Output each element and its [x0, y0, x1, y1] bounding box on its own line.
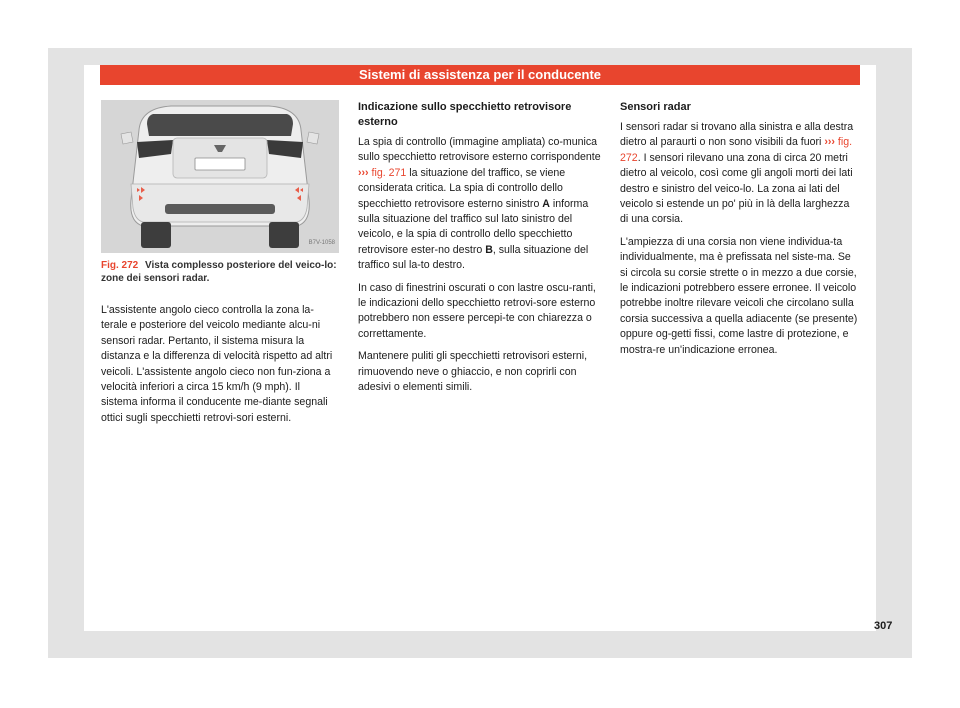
figure-caption-text: Vista complesso posteriore del veico-lo: zone dei sensori radar.	[101, 260, 337, 284]
paragraph: L'assistente angolo cieco controlla la zona la-terale e posteriore del veicolo mediante alcu-ni sensori radar. Pertanto, il sistema misura la distanza e la differenza di velocità rispetto ad altri veicoli. L'assistente angolo cieco non fun-ziona a velocità inferiori a circa 15 km/h (9 mph). Il sistema informa il conducente me-diante segnali ottici sugli specchietti retrovi-sori esterni.	[101, 304, 333, 424]
figure-number: Fig. 272	[101, 260, 139, 271]
figure-reference-link[interactable]: fig. 271	[371, 166, 407, 179]
text-run: , sulla situazione del traffico sul la-to destro.	[358, 243, 589, 272]
text-run: I sensori radar si trovano alla sinistra e alla destra dietro al paraurti o non sono visibili da fuori	[620, 121, 854, 149]
column-middle	[358, 100, 604, 403]
page-number: 307	[874, 620, 893, 632]
figure-car-rear	[101, 100, 339, 253]
text-run: La spia di controllo (immagine ampliata) co-munica sullo specchietto retrovisore esterno corrispondente	[358, 136, 601, 164]
reference-arrows: ›››	[824, 136, 835, 149]
section-heading-radar-sensors: Sensori radar	[620, 101, 691, 113]
text-run: la situazione del traffico, se viene considerata critica. La spia di controllo dello specchietto retrovisore esterno sinistro	[358, 166, 566, 210]
section-heading-mirror-indication: Indicazione sullo specchietto retrovisore esterno	[358, 101, 572, 128]
column-left-body	[101, 303, 339, 426]
reference-arrows: ›››	[358, 166, 369, 179]
paragraph: In caso di finestrini oscurati o con lastre oscu-ranti, le indicazioni dello specchietto retrovi-sore esterno potrebbero non essere percepi-te con chiarezza o correttamente.	[358, 281, 596, 340]
paragraph	[620, 120, 860, 228]
column-left	[101, 100, 339, 433]
figure-code: B7V-1058	[308, 239, 335, 246]
text-run: . I sensori rilevano una zona di circa 20 metri dietro al veicolo, così come gli angoli morti dei lati destro e sinistro del veico-lo. La zona ai lati del veicolo si estende un po' più in là della larghezza di una corsia.	[620, 151, 853, 226]
car-rear-illustration	[101, 100, 339, 253]
label-a: A	[542, 197, 550, 210]
section-header: Sistemi di assistenza per il conducente	[100, 65, 860, 85]
paragraph: Mantenere puliti gli specchietti retrovisori esterni, rimuovendo neve o ghiaccio, e non coprirli con adesivi o elementi simili.	[358, 350, 588, 394]
label-b: B	[485, 243, 493, 256]
paragraph	[358, 135, 604, 274]
figure-reference-link[interactable]: fig. 272	[620, 136, 853, 164]
figure-caption	[101, 259, 339, 285]
paragraph: L'ampiezza di una corsia non viene individua-ta individualmente, ma è prefissata nel siste-ma. Se si circola su corsie strette o in mezzo a due corsie, le indicazioni potrebbero essere erronee. Il veicolo potrebbe inoltre rilevare veicoli che circolano sulla corsia successiva a quella adiacente (se presente) oppure og-getti fissi, come lastre di protezione, e mostra-re un'indicazione erronea.	[620, 235, 858, 356]
text-run: informa sulla situazione del traffico sul lato sinistro del veicolo, e la spia di controllo dello specchietto retrovisore ester-no destro	[358, 197, 589, 256]
column-right	[620, 100, 860, 365]
